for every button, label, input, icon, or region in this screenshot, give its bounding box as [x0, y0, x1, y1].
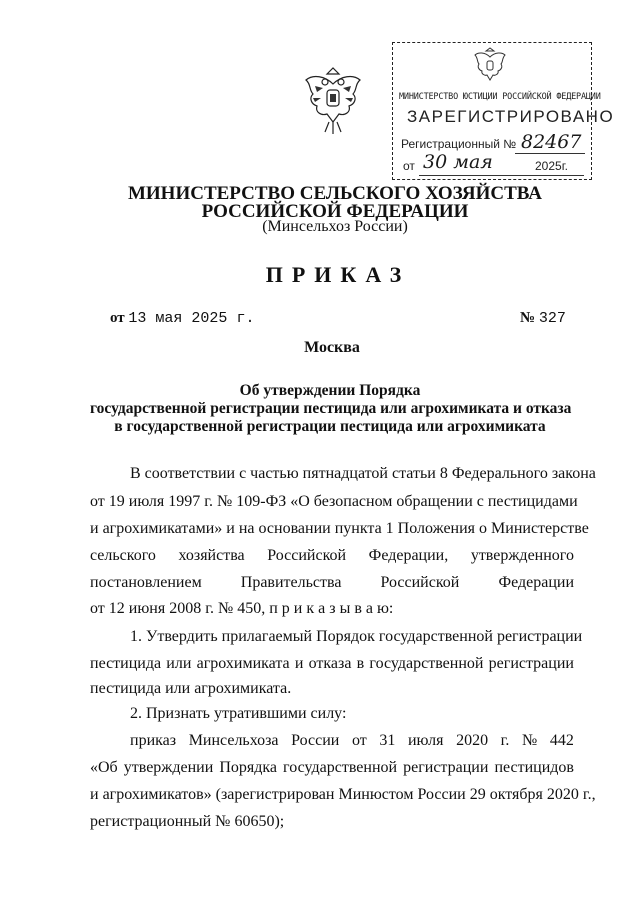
stamp-emblem-icon: [473, 47, 507, 85]
body-p1-line5: [90, 574, 574, 592]
order-date-prefix: от: [110, 310, 125, 326]
order-number-value: 327: [538, 310, 566, 327]
word: приказ: [130, 732, 177, 749]
word: Федерации,: [368, 547, 449, 564]
word: государственной: [369, 655, 484, 672]
ministry-name-line2: РОССИЙСКОЙ ФЕДЕРАЦИИ: [201, 201, 469, 222]
body-p4-line3: и агрохимикатов» (зарегистрирован Минюстом России 29 октября 2020 г.,: [90, 786, 596, 803]
document-title-line1: Об утверждении Порядка: [239, 382, 421, 399]
body-p4-line2: [90, 759, 574, 777]
body-p3-line1: 2. Признать утратившими силу:: [130, 705, 347, 722]
stamp-date-year: 2025г.: [535, 159, 568, 173]
coat-of-arms-emblem: [303, 66, 363, 136]
body-p1-line4: [90, 547, 574, 565]
word: пестицида: [90, 655, 162, 672]
word: 442: [549, 732, 574, 749]
body-p2-line3: пестицида или агрохимиката.: [90, 680, 292, 697]
document-title: [90, 382, 570, 436]
ministry-short-name: (Минсельхоз России): [262, 218, 408, 235]
word: сельского: [90, 547, 156, 564]
stamp-regnum-label: Регистрационный №: [401, 137, 517, 151]
word: в: [356, 655, 365, 672]
stamp-date-prefix: от: [403, 159, 415, 173]
word: регистрации: [488, 655, 574, 672]
body-p2-line1: 1. Утвердить прилагаемый Порядок государственной регистрации: [130, 628, 583, 645]
body-p4-line1: [130, 732, 574, 750]
stamp-ministry-name: МИНИСТЕРСТВО ЮСТИЦИИ РОССИЙСКОЙ ФЕДЕРАЦИИ: [399, 92, 601, 102]
word: утвержденного: [470, 547, 574, 564]
word: от: [351, 732, 367, 749]
word: «Об: [90, 759, 118, 776]
body-p1-line6: от 12 июня 2008 г. № 450, п р и к а з ы в а ю:: [90, 600, 394, 617]
stamp-regnum-underline: [515, 153, 585, 154]
word: государственной: [283, 759, 398, 776]
document-title-line3: в государственной регистрации пестицида или агрохимиката: [114, 418, 546, 435]
order-heading: ПРИКАЗ: [265, 262, 411, 287]
stamp-registered-label: ЗАРЕГИСТРИРОВАНО: [407, 107, 615, 126]
word: утверждении: [123, 759, 214, 776]
word: и: [294, 655, 304, 672]
ministry-name-line1: МИНИСТЕРСТВО СЕЛЬСКОГО ХОЗЯЙСТВА: [127, 183, 543, 204]
word: июля: [407, 732, 444, 749]
word: 2020: [456, 732, 489, 749]
document-title-line2: государственной регистрации пестицида или агрохимиката и отказа: [90, 400, 572, 417]
order-number-prefix: №: [520, 310, 536, 326]
word: Российской: [267, 547, 347, 564]
order-date: [110, 310, 254, 327]
word: хозяйства: [178, 547, 245, 564]
stamp-date-handwritten: 30 мая: [423, 151, 493, 173]
body-p2-line2: [90, 655, 574, 673]
word: постановлением: [90, 574, 202, 591]
word: Правительства: [240, 574, 342, 591]
order-date-value: 13 мая 2025 г.: [128, 310, 255, 327]
registration-stamp: [392, 42, 615, 180]
order-city: Москва: [304, 339, 360, 356]
word: агрохимиката: [196, 655, 290, 672]
stamp-regnum-handwritten: 82467: [521, 131, 582, 153]
word: Минсельхоза: [188, 732, 279, 749]
order-number: [520, 310, 566, 327]
word: отказа: [308, 655, 352, 672]
body-p1-line3: и агрохимикатами» и на основании пункта 1 Положения о Министерстве: [90, 520, 589, 537]
word: регистрации: [403, 759, 489, 776]
word: №: [522, 732, 538, 749]
word: Федерации: [498, 574, 574, 591]
body-p4-line4: регистрационный № 60650);: [90, 813, 285, 830]
word: 31: [379, 732, 396, 749]
word: Российской: [380, 574, 460, 591]
body-p1-line2: от 19 июля 1997 г. № 109-ФЗ «О безопасном обращении с пестицидами: [90, 493, 578, 510]
body-p1-line1: В соответствии с частью пятнадцатой статьи 8 Федерального закона: [130, 465, 596, 482]
word: Порядка: [219, 759, 277, 776]
word: России: [291, 732, 340, 749]
word: пестицидов: [494, 759, 574, 776]
stamp-date-underline: [419, 175, 584, 176]
word: г.: [500, 732, 510, 749]
word: или: [166, 655, 192, 672]
